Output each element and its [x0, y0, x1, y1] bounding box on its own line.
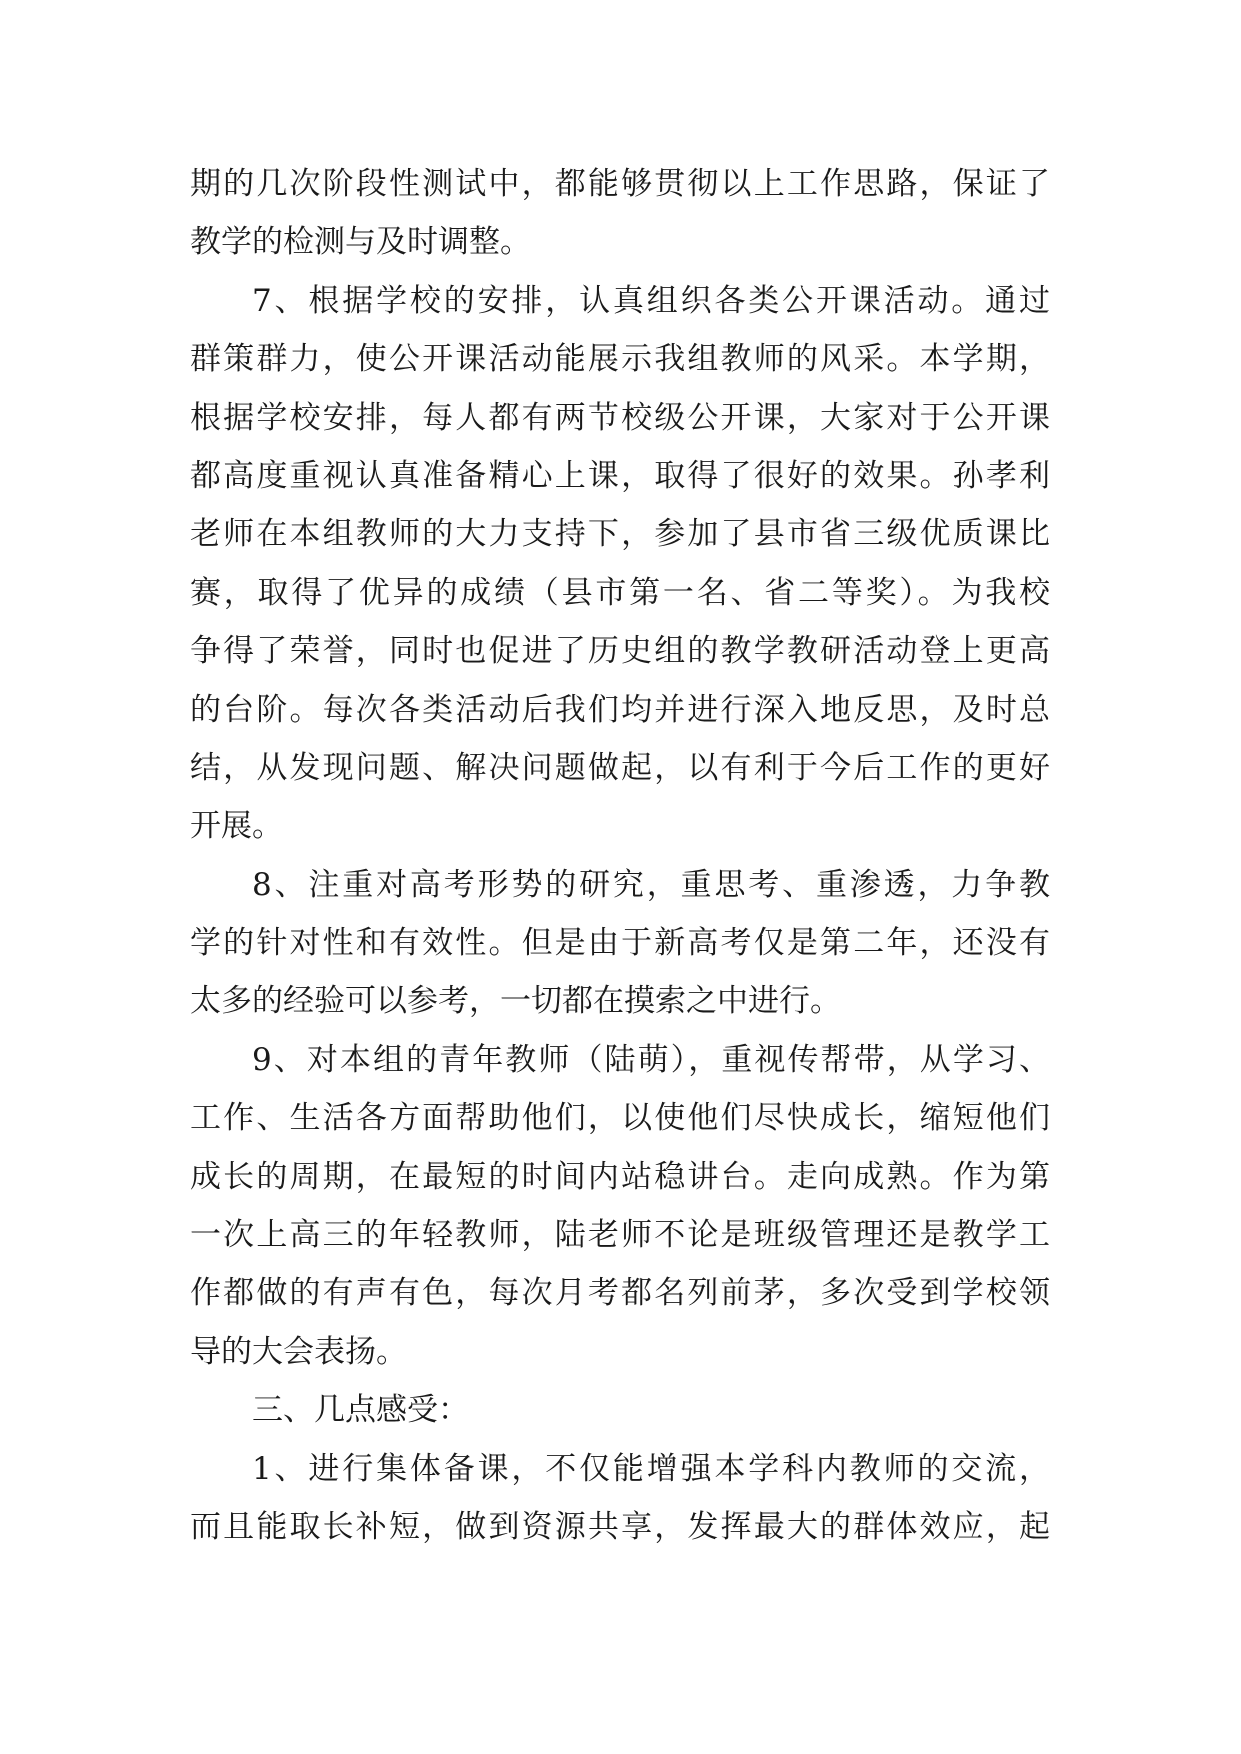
- text-line: 期的几次阶段性测试中，都能够贯彻以上工作思路，保证了: [190, 166, 1050, 202]
- document-body: [190, 155, 1050, 1556]
- text-line: 教学的检测与及时调整。: [190, 224, 531, 261]
- text-line: 群策群力，使公开课活动能展示我组教师的风采。本学期，: [190, 341, 1050, 378]
- text-line: 都高度重视认真准备精心上课，取得了很好的效果。孙孝利: [190, 457, 1050, 494]
- text-line: 赛，取得了优异的成绩（县市第一名、省二等奖）。为我校: [190, 574, 1050, 611]
- text-line: 三、几点感受：: [252, 1392, 469, 1429]
- text-line: 学的针对性和有效性。但是由于新高考仅是第二年，还没有: [190, 925, 1050, 962]
- text-line: 的台阶。每次各类活动后我们均并进行深入地反思，及时总: [190, 691, 1050, 728]
- text-line: 1、进行集体备课，不仅能增强本学科内教师的交流，: [252, 1450, 1050, 1487]
- text-line: 成长的周期，在最短的时间内站稳讲台。走向成熟。作为第: [190, 1158, 1050, 1195]
- text-line: 作都做的有声有色，每次月考都名列前茅，多次受到学校领: [190, 1275, 1050, 1312]
- text-line: 而且能取长补短，做到资源共享，发挥最大的群体效应，起: [190, 1508, 1050, 1545]
- text-line: 根据学校安排，每人都有两节校级公开课，大家对于公开课: [190, 399, 1050, 436]
- text-line: 开展。: [190, 808, 283, 845]
- text-line: 7、根据学校的安排，认真组织各类公开课活动。通过: [252, 282, 1050, 319]
- text-line: 导的大会表扬。: [190, 1333, 407, 1370]
- text-line: 老师在本组教师的大力支持下，参加了县市省三级优质课比: [190, 516, 1050, 553]
- text-line: 一次上高三的年轻教师，陆老师不论是班级管理还是教学工: [190, 1217, 1050, 1254]
- text-line: 9、对本组的青年教师（陆萌），重视传帮带，从学习、: [252, 1041, 1050, 1078]
- text-line: 争得了荣誉，同时也促进了历史组的教学教研活动登上更高: [190, 633, 1050, 670]
- text-line: 太多的经验可以参考，一切都在摸索之中进行。: [190, 983, 841, 1020]
- text-line: 结，从发现问题、解决问题做起，以有利于今后工作的更好: [190, 749, 1050, 786]
- text-line: 8、注重对高考形势的研究，重思考、重渗透，力争教: [252, 866, 1050, 903]
- text-line: 工作、生活各方面帮助他们，以使他们尽快成长，缩短他们: [190, 1100, 1050, 1137]
